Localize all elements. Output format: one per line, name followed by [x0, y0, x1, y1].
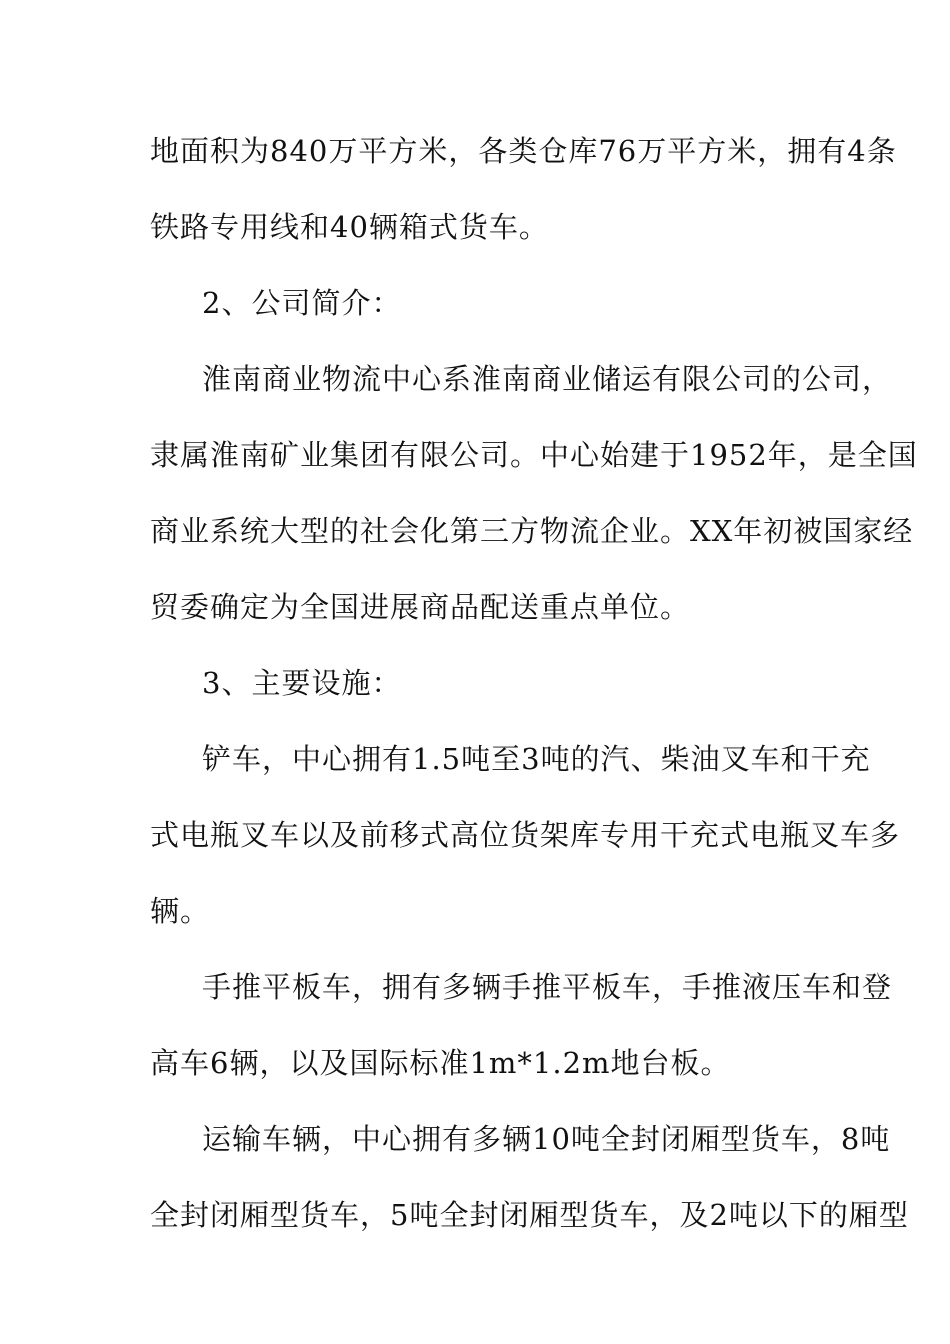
text-line-11: 辆。 — [150, 894, 211, 928]
text-line-13: 高车6辆，以及国际标准1m*1.2m地台板。 — [150, 1046, 731, 1080]
text-line-10: 式电瓶叉车以及前移式高位货架库专用干充式电瓶叉车多 — [150, 818, 901, 852]
text-line-12: 手推平板车，拥有多辆手推平板车，手推液压车和登 — [202, 970, 893, 1004]
text-line-5: 隶属淮南矿业集团有限公司。中心始建于1952年，是全国 — [150, 438, 918, 472]
text-line-9: 铲车，中心拥有1.5吨至3吨的汽、柴油叉车和干充 — [202, 742, 871, 776]
section-heading-company-intro: 2、公司简介： — [202, 286, 402, 320]
text-line-7: 贸委确定为全国进展商品配送重点单位。 — [150, 590, 691, 624]
text-line-1: 地面积为840万平方米，各类仓库76万平方米，拥有4条 — [150, 134, 897, 168]
text-line-6: 商业系统大型的社会化第三方物流企业。XX年初被国家经 — [150, 514, 914, 548]
text-line-4: 淮南商业物流中心系淮南商业储运有限公司的公司， — [202, 362, 893, 396]
text-line-2: 铁路专用线和40辆箱式货车。 — [150, 210, 549, 244]
text-line-15: 全封闭厢型货车，5吨全封闭厢型货车，及2吨以下的厢型 — [150, 1198, 909, 1232]
text-line-14: 运输车辆，中心拥有多辆10吨全封闭厢型货车，8吨 — [202, 1122, 891, 1156]
section-heading-main-facilities: 3、主要设施： — [202, 666, 402, 700]
